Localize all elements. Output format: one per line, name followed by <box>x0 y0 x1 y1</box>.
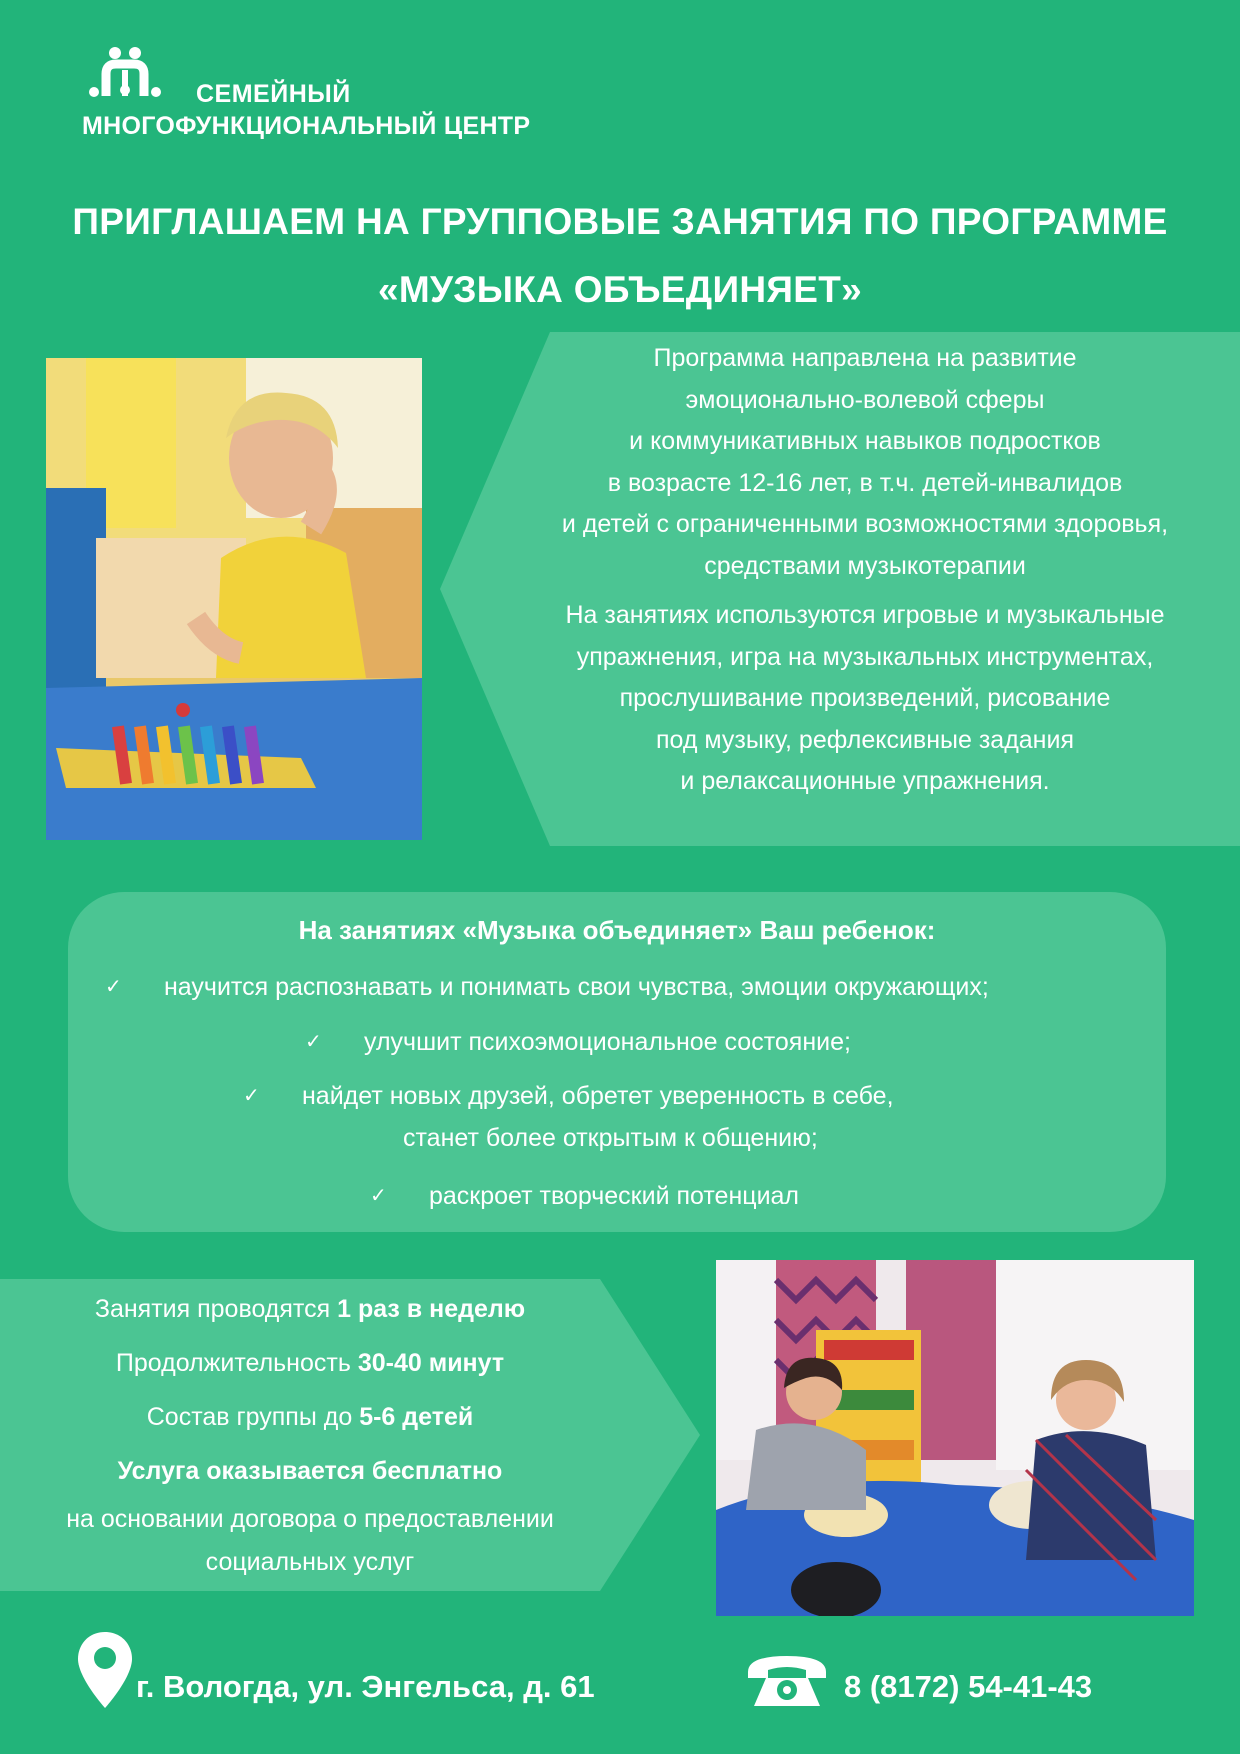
map-pin-icon <box>76 1630 134 1710</box>
check-icon: ✓ <box>370 1185 387 1207</box>
benefit-item: раскроет творческий потенциал <box>429 1182 800 1210</box>
description-line: На занятиях используются игровые и музыкальные <box>565 601 1165 629</box>
basis-line-2: социальных услуг <box>205 1548 415 1576</box>
group-size-line <box>0 1390 620 1444</box>
description-paragraph-2 <box>500 595 1230 803</box>
program-description <box>500 338 1230 803</box>
description-line: и коммуникативных навыков подростков <box>629 427 1101 455</box>
logo-title-line1: СЕМЕЙНЫЙ <box>196 80 351 108</box>
description-line: эмоционально-волевой сферы <box>685 385 1045 414</box>
description-paragraph-1 <box>500 338 1230 587</box>
description-line: прослушивание произведений, рисование <box>619 684 1111 712</box>
phone-number[interactable]: 8 (8172) 54-41-43 <box>844 1669 1093 1704</box>
duration-value: 30-40 минут <box>357 1349 505 1377</box>
photo-boy-xylophone <box>46 358 422 840</box>
schedule-info <box>0 1282 620 1584</box>
benefit-item-continued: станет более открытым к общению; <box>403 1124 818 1152</box>
description-line: в возрасте 12-16 лет, в т.ч. детей-инвалидов <box>607 468 1123 497</box>
duration-label: Продолжительность <box>115 1349 358 1377</box>
family-logo-icon <box>88 46 200 106</box>
check-icon: ✓ <box>243 1085 260 1107</box>
benefit-item: улучшит психоэмоциональное состояние; <box>364 1028 851 1056</box>
description-line: Программа направлена на развитие <box>653 344 1077 372</box>
basis-line-1: на основании договора о предоставлении <box>66 1505 554 1533</box>
photo-girls-crafts <box>716 1260 1194 1616</box>
description-line: упражнения, игра на музыкальных инструментах, <box>576 642 1154 671</box>
description-line: средствами музыкотерапии <box>704 551 1026 580</box>
group-size-label: Состав группы до <box>146 1403 360 1431</box>
description-line: под музыку, рефлексивные задания <box>655 725 1074 754</box>
free-service-text: Услуга оказывается бесплатно <box>117 1457 503 1485</box>
free-service <box>0 1444 620 1498</box>
duration-line <box>0 1336 620 1390</box>
telephone-icon <box>744 1652 830 1710</box>
page-title <box>0 188 1240 324</box>
logo-title-line2: МНОГОФУНКЦИОНАЛЬНЫЙ ЦЕНТР <box>82 112 531 140</box>
check-icon: ✓ <box>105 976 122 998</box>
title-line1: ПРИГЛАШАЕМ НА ГРУППОВЫЕ ЗАНЯТИЯ ПО ПРОГРАММЕ <box>72 201 1168 242</box>
title-line2: «МУЗЫКА ОБЪЕДИНЯЕТ» <box>377 269 863 310</box>
benefits-title: На занятиях «Музыка объединяет» Ваш ребенок: <box>298 915 936 945</box>
benefit-item: научится распознавать и понимать свои чувства, эмоции окружающих; <box>164 973 989 1001</box>
frequency-label: Занятия проводятся <box>94 1295 338 1323</box>
logo <box>80 46 600 146</box>
benefit-item: найдет новых друзей, обретет уверенность в себе, <box>302 1082 894 1110</box>
check-icon: ✓ <box>305 1031 322 1053</box>
group-size-value: 5-6 детей <box>359 1403 474 1431</box>
address: г. Вологда, ул. Энгельса, д. 61 <box>136 1669 595 1704</box>
frequency-line <box>0 1282 620 1336</box>
description-line: и релаксационные упражнения. <box>680 767 1050 795</box>
description-line: и детей с ограниченными возможностями здоровья, <box>561 510 1169 538</box>
frequency-value: 1 раз в неделю <box>337 1295 526 1323</box>
